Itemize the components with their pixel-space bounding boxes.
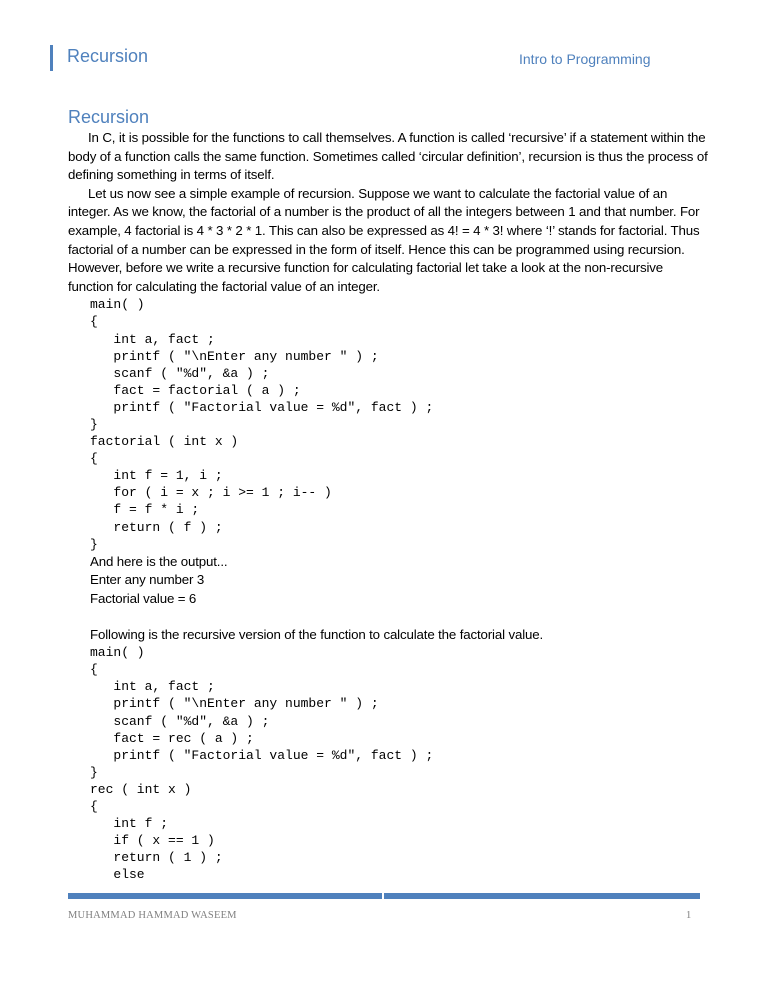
code-block-recursive: main( ) { int a, fact ; printf ( "\nEnter any number " ) ; scanf ( "%d", &a ) ; fact = rec ( a ) ; printf ( "Factorial value = %d", fact ) ; } rec ( int x ) { int f ; if ( x == 1 ) return ( 1 ) ; else — [90, 645, 434, 883]
paragraph-factorial: Let us now see a simple example of recursion. Suppose we want to calculate the factorial value of an integer. As we know, the factorial of a number is the product of all the integers between 1 and that number. For example, 4 factorial is 4 * 3 * 2 * 1. This can also be expressed as 4! = 4 * 3! where ‘!’ stands for factorial. Thus factorial of a number can be expressed in the form of itself. Hence this can be programmed using recursion. However, before we write a recursive function for calculating factorial let take a look at the non-recursive function for calculating the factorial value of an integer. — [68, 185, 700, 294]
header-title: Recursion — [67, 46, 149, 66]
footer-rule-divider — [382, 893, 384, 899]
section-heading: Recursion — [68, 107, 150, 127]
paragraph-intro: In C, it is possible for the functions to call themselves. A function is called ‘recursive’ if a statement within the body of a function calls the same function. Sometimes called ‘circular definition’, recursion is thus the process of defining something in terms of itself. — [68, 130, 708, 183]
output-line-2: Factorial value = 6 — [90, 590, 197, 606]
header-course: Intro to Programming — [519, 51, 651, 67]
recursive-intro: Following is the recursive version of the function to calculate the factorial value. — [90, 626, 544, 642]
footer-rule — [68, 893, 700, 899]
footer-page-number: 1 — [686, 910, 692, 921]
spacer — [68, 609, 708, 626]
header-accent-bar — [50, 45, 53, 71]
output-intro: And here is the output... — [90, 553, 228, 569]
page-body — [68, 106, 708, 883]
footer-author: MUHAMMAD HAMMAD WASEEM — [68, 910, 237, 921]
code-block-nonrecursive: main( ) { int a, fact ; printf ( "\nEnter any number " ) ; scanf ( "%d", &a ) ; fact = factorial ( a ) ; printf ( "Factorial value = %d", fact ) ; } factorial ( int x ) { int f = 1, i ; for ( i = x ; i >= 1 ; i-- ) f = f * i ; return ( f ) ; } — [90, 297, 434, 552]
output-line-1: Enter any number 3 — [90, 572, 205, 588]
